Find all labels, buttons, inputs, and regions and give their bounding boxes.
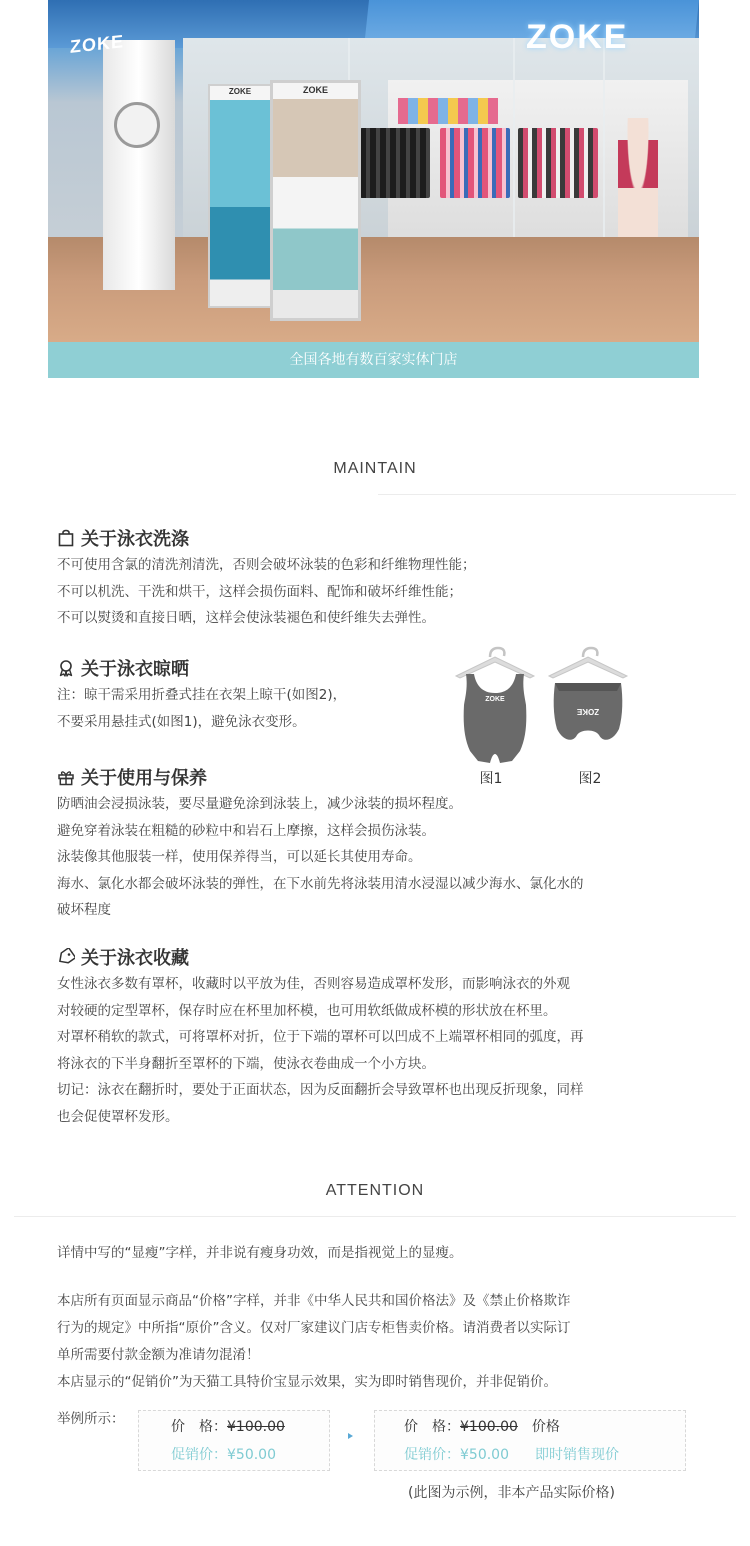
poster-logo: ZOKE [302, 85, 328, 95]
topic-line: 不要采用悬挂式(如图1)，避免泳衣变形。 [57, 713, 306, 730]
topic-line: 不可以机洗、干洗和烘干，这样会损伤面料、配饰和破坏纤维性能； [57, 583, 462, 600]
example-price-box-after [374, 1410, 686, 1471]
promo-label: 促销价： [171, 1447, 227, 1463]
topic-line: 注：晾干需采用折叠式挂在衣架上晾干(如图2)， [57, 687, 347, 703]
topic-line: 切记：泳衣在翻折时，要处于正面状态，因为反面翻折会导致罩杯也出现反折现象，同样 [57, 1082, 584, 1098]
topic-care [57, 763, 584, 924]
promo-label: 促销价： [404, 1447, 460, 1463]
example-disclaimer: (此图为示例，非本产品实际价格) [408, 1485, 615, 1501]
figure-1-print: ZOKE [485, 696, 505, 703]
arrow-right-icon [348, 1433, 353, 1439]
figure-2-folded-swimsuit [543, 643, 633, 753]
stand-logo: ZOKE [228, 87, 252, 96]
attention-heading: ATTENTION [325, 1182, 425, 1199]
topic-line: 也会促使罩杯发形。 [57, 1108, 179, 1125]
topic-storage [57, 943, 584, 1130]
price-value: ¥100.00 [460, 1419, 518, 1435]
topic-line: 破坏程度 [57, 902, 111, 918]
price-label: 价 格： [171, 1419, 227, 1435]
promo-note: 即时销售现价 [535, 1447, 619, 1463]
topic-line: 泳装像其他服装一样，使用保养得当，可以延长其使用寿命。 [57, 849, 422, 865]
store-emblem-icon [114, 102, 160, 148]
topic-line: 海水、氯化水都会破坏泳装的弹性，在下水前先将泳装用清水浸湿以减少海水、氯化水的 [57, 875, 584, 892]
price-tag-icon [57, 948, 75, 966]
display-poster [270, 80, 361, 321]
maintain-heading: MAINTAIN [333, 460, 417, 477]
promo-value: ¥50.00 [460, 1447, 509, 1463]
example-label: 举例所示： [57, 1411, 125, 1427]
attention-price-line: 本店所有页面显示商品“价格”字样，并非《中华人民共和国价格法》及《禁止价格欺诈 [57, 1293, 571, 1309]
figure-1-hanging-swimsuit [450, 643, 540, 768]
attention-price-line: 行为的规定》中所指“原价”含义。仅对厂家建议门店专柜售卖价格。请消费者以实际订 [57, 1320, 571, 1336]
gift-icon [57, 768, 75, 786]
example-price-box-before [138, 1410, 330, 1471]
topic-line: 对较硬的定型罩杯，保存时应在杯里加杯模，也可用软纸做成杯模的形状放在杯里。 [57, 1002, 557, 1019]
topic-line: 防晒油会浸损泳装，要尽量避免涂到泳装上，减少泳装的损坏程度。 [57, 796, 462, 812]
promo-value: ¥50.00 [227, 1447, 276, 1463]
banner-caption: 全国各地有数百家实体门店 [48, 342, 699, 378]
price-value: ¥100.00 [227, 1419, 285, 1435]
shopping-bag-icon [57, 529, 75, 547]
topic-line: 避免穿着泳装在粗糙的砂粒中和岩石上摩擦，这样会损伤泳装。 [57, 822, 435, 839]
store-banner [48, 0, 699, 378]
attention-price-line: 单所需要付款金额为准请勿混淆！ [57, 1347, 260, 1363]
store-sign-main: ZOKE [526, 18, 629, 56]
topic-washing [57, 524, 476, 632]
price-label: 价 格： [404, 1419, 460, 1435]
topic-line: 对罩杯稍软的款式，可将罩杯对折，位于下端的罩杯可以凹成不上端罩杯相同的弧度，再 [57, 1029, 584, 1045]
figure-2-print: ZOKE [576, 707, 600, 716]
attention-slim-note: 详情中写的“显瘦”字样，并非说有瘦身功效，而是指视觉上的显瘦。 [57, 1245, 463, 1261]
figure-1-label: 图1 [479, 771, 503, 787]
topic-title: 关于泳衣晾晒 [81, 659, 189, 680]
topic-title: 关于泳衣洗涤 [81, 529, 189, 550]
topic-title: 关于泳衣收藏 [81, 948, 189, 969]
award-ribbon-icon [57, 659, 75, 677]
figure-2-label: 图2 [578, 771, 602, 787]
topic-line: 不可使用含氯的清洗剂清洗，否则会破坏泳装的色彩和纤维物理性能； [57, 557, 476, 573]
price-note: 价格 [531, 1419, 560, 1435]
maintain-divider [378, 494, 736, 495]
topic-title: 关于使用与保养 [81, 768, 207, 789]
store-photo [48, 0, 699, 342]
display-stand [208, 84, 272, 308]
topic-drying [57, 654, 346, 735]
topic-line: 女性泳衣多数有罩杯，收藏时以平放为佳，否则容易造成罩杯发形，而影响泳衣的外观 [57, 976, 570, 992]
store-sign-side: ZOKE [70, 31, 125, 57]
topic-line: 将泳衣的下半身翻折至罩杯的下端，使泳衣卷曲成一个小方块。 [57, 1055, 435, 1072]
topic-line: 不可以熨烫和直接日晒，这样会使泳装褪色和使纤维失去弹性。 [57, 610, 435, 626]
attention-divider [14, 1216, 736, 1217]
attention-price-line: 本店显示的“促销价”为天猫工具特价宝显示效果，实为即时销售现价，并非促销价。 [57, 1374, 557, 1390]
